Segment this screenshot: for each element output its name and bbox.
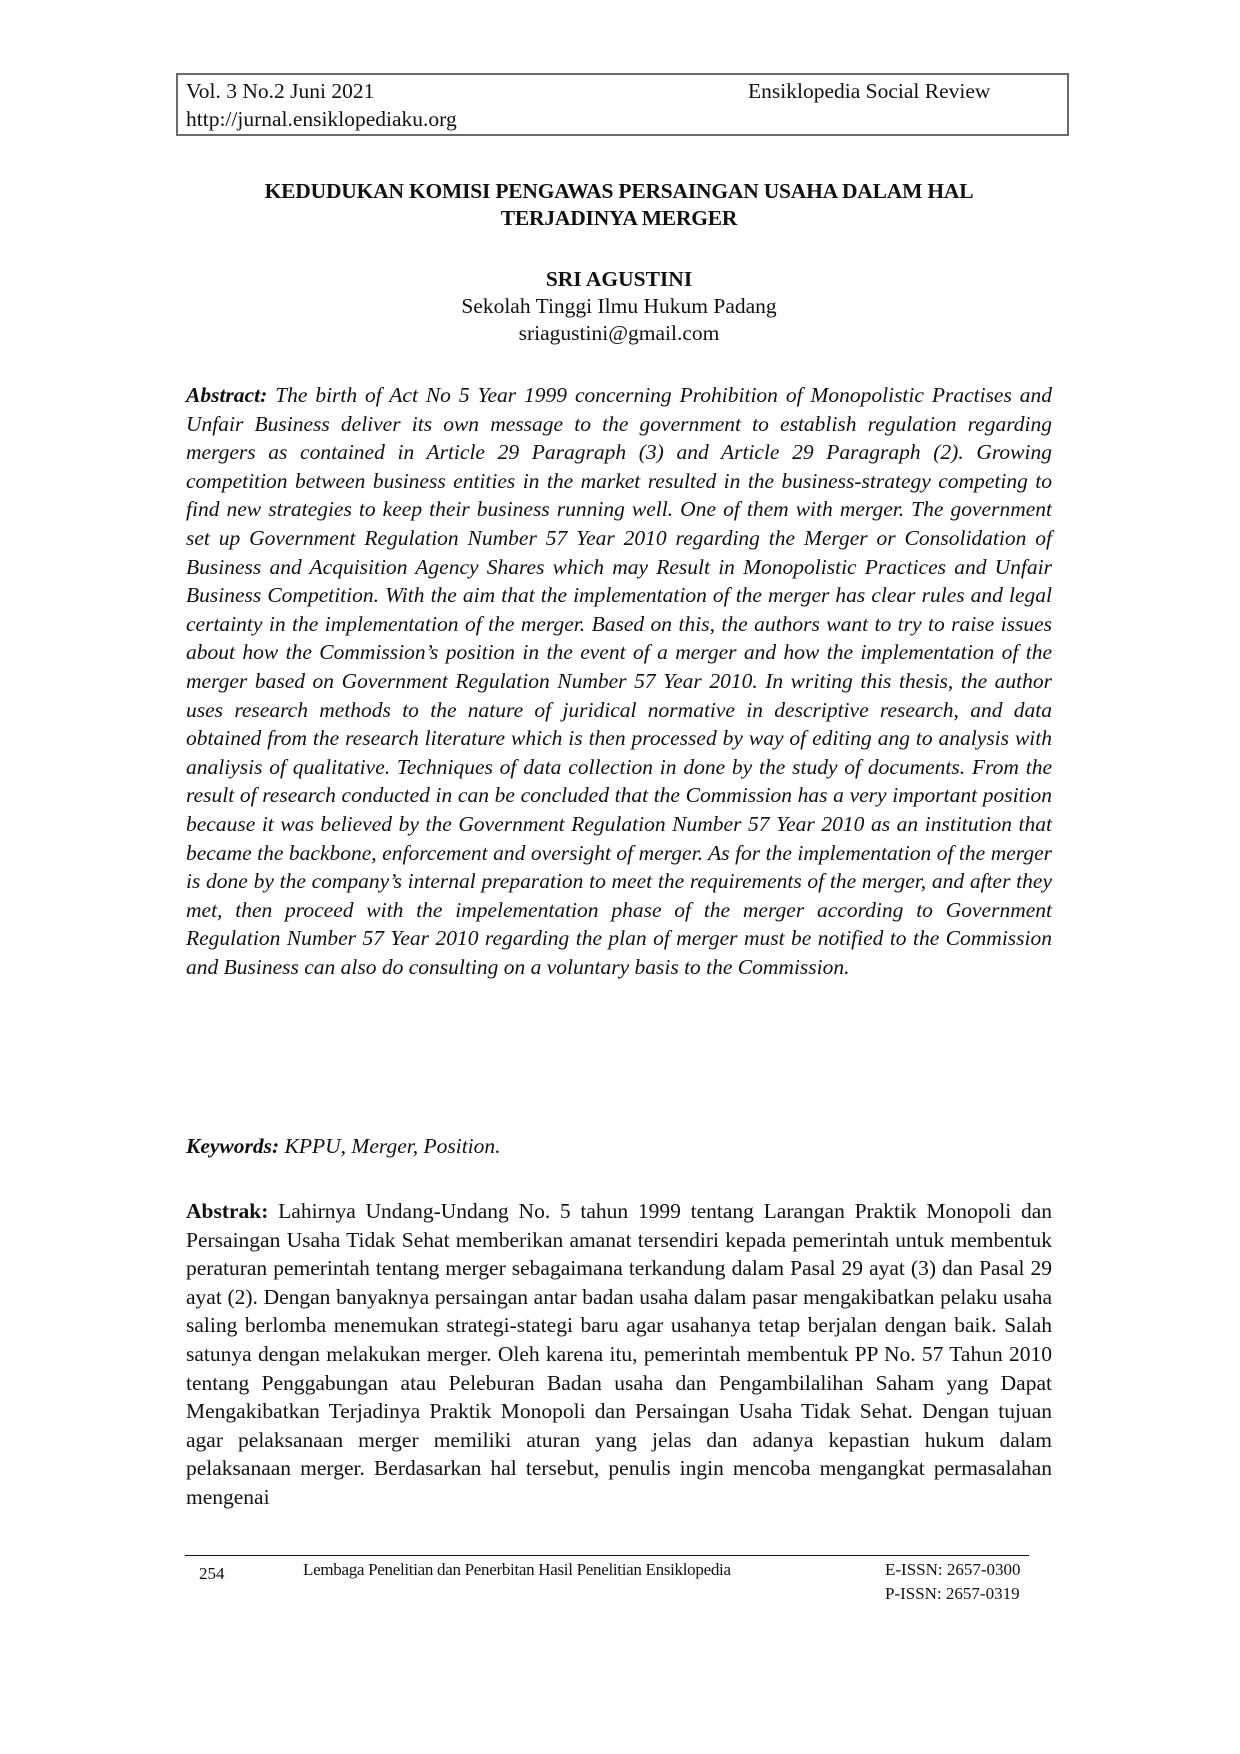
journal-url: http://jurnal.ensiklopediaku.org xyxy=(186,107,457,131)
author-block xyxy=(186,266,1052,347)
p-issn: P-ISSN: 2657-0319 xyxy=(885,1584,1020,1603)
abstract-english-text: The birth of Act No 5 Year 1999 concerning Prohibition of Monopolistic Practises and Unfair Business deliver its own message to the government to establish regulation regarding mergers as contained in Article 29 Paragraph (3) and Article 29 Paragraph (2). Growing competition between business entities in the market resulted in the business-strategy competing to find new strategies to keep their business running well. One of them with merger. The government set up Government Regulation Number 57 Year 2010 regarding the Merger or Consolidation of Business and Acquisition Agency Shares which may Result in Monopolistic Practices and Unfair Business Competition. With the aim that the implementation of the merger has clear rules and legal certainty in the implementation of the merger. Based on this, the authors want to try to raise issues about how the Commission’s position in the event of a merger and how the implementation of the merger based on Government Regulation Number 57 Year 2010. In writing this thesis, the author uses research methods to the nature of juridical normative in descriptive research, and data obtained from the research literature which is then processed by way of editing ang to analysis with analiysis of qualitative. Techniques of data collection in done by the study of documents. From the result of research conducted in can be concluded that the Commission has a very important position because it was believed by the Government Regulation Number 57 Year 2010 as an institution that became the backbone, enforcement and oversight of merger. As for the implementation of the merger is done by the company’s internal preparation to meet the requirements of the merger, and after they met, then proceed with the impelementation phase of the merger according to Government Regulation Number 57 Year 2010 regarding the plan of merger must be notified to the Commission and Business can also do consulting on a voluntary basis to the Commission. xyxy=(186,383,1053,979)
paper-title-line-2: TERJADINYA MERGER xyxy=(500,206,738,230)
keywords-label: Keywords: xyxy=(186,1134,280,1158)
abstract-english xyxy=(186,381,1052,981)
author-name: SRI AGUSTINI xyxy=(545,267,693,291)
footer-divider xyxy=(185,1555,1029,1556)
e-issn: E-ISSN: 2657-0300 xyxy=(885,1560,1021,1579)
keywords-text: KPPU, Merger, Position. xyxy=(284,1134,501,1158)
abstract-indonesian-text: Lahirnya Undang-Undang No. 5 tahun 1999 tentang Larangan Praktik Monopoli dan Persaingan Usaha Tidak Sehat memberikan amanat tersendiri kepada pemerintah untuk membentuk peraturan pemerintah tentang merger sebagaimana terkandung dalam Pasal 29 ayat (3) dan Pasal 29 ayat (2). Dengan banyaknya persaingan antar badan usaha dalam pasar mengakibatkan pelaku usaha saling berlomba menemukan strategi-stategi baru agar usahanya tetap berjalan dengan baik. Salah satunya dengan melakukan merger. Oleh karena itu, pemerintah membentuk PP No. 57 Tahun 2010 tentang Penggabungan atau Peleburan Badan usaha dan Pengambilalihan Saham yang Dapat Mengakibatkan Terjadinya Praktik Monopoli dan Persaingan Usaha Tidak Sehat. Dengan tujuan agar pelaksanaan merger memiliki aturan yang jelas dan adanya kepastian hukum dalam pelaksanaan merger. Berdasarkan hal tersebut, penulis ingin mencoba mengangkat permasalahan mengenai xyxy=(186,1199,1053,1509)
volume-info: Vol. 3 No.2 Juni 2021 xyxy=(186,79,375,103)
journal-name: Ensiklopedia Social Review xyxy=(748,79,991,103)
abstract-english-label: Abstract: xyxy=(186,383,268,407)
abstract-indonesian-label: Abstrak: xyxy=(186,1199,269,1223)
keywords xyxy=(186,1132,1052,1160)
publisher-name: Lembaga Penelitian dan Penerbitan Hasil Penelitian Ensiklopedia xyxy=(303,1560,731,1579)
abstract-indonesian xyxy=(186,1197,1052,1512)
author-affiliation: Sekolah Tinggi Ilmu Hukum Padang xyxy=(461,294,777,318)
page-number: 254 xyxy=(199,1564,225,1583)
running-header xyxy=(176,73,1069,136)
paper-title xyxy=(186,178,1052,232)
author-email: sriagustini@gmail.com xyxy=(518,321,720,345)
issn-block xyxy=(885,1558,1021,1606)
paper-title-line-1: KEDUDUKAN KOMISI PENGAWAS PERSAINGAN USAHA DALAM HAL xyxy=(264,179,974,203)
